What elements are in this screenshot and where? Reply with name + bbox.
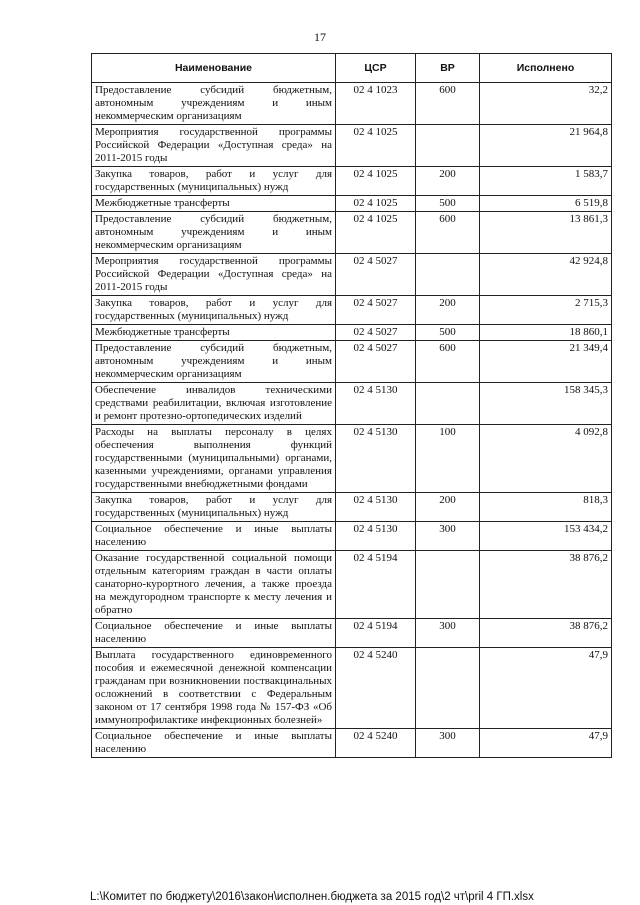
header-executed: Исполнено [480, 54, 612, 83]
table-header-row [92, 54, 612, 83]
row-name-cell: Предоставление субсидий бюджетным, автономным учреждениям и иным некоммерческим организациям [92, 341, 336, 383]
table-row [92, 341, 612, 383]
header-name: Наименование [92, 54, 336, 83]
row-amount-cell: 13 861,3 [480, 212, 612, 254]
row-csr-cell: 02 4 1025 [336, 125, 416, 167]
row-vr-cell: 600 [416, 83, 480, 125]
row-name-cell: Выплата государственного единовременного пособия и ежемесячной денежной компенсации гражданам при возникновении поствакцинальных осложнений в соответствии с Федеральным законом от 17 сентября 1998 года № 157-ФЗ «Об иммунопрофилактике инфекционных болезней» [92, 648, 336, 729]
table-row [92, 296, 612, 325]
row-csr-cell: 02 4 1025 [336, 196, 416, 212]
row-csr-cell: 02 4 5130 [336, 383, 416, 425]
row-amount-cell: 818,3 [480, 493, 612, 522]
row-csr-cell: 02 4 5194 [336, 619, 416, 648]
row-name-cell: Предоставление субсидий бюджетным, автономным учреждениям и иным некоммерческим организациям [92, 212, 336, 254]
row-name-cell: Мероприятия государственной программы Российской Федерации «Доступная среда» на 2011-2015 годы [92, 254, 336, 296]
table-row [92, 551, 612, 619]
row-csr-cell: 02 4 5027 [336, 254, 416, 296]
row-vr-cell: 200 [416, 296, 480, 325]
table-row [92, 383, 612, 425]
table-row [92, 83, 612, 125]
row-name-cell: Закупка товаров, работ и услуг для государственных (муниципальных) нужд [92, 493, 336, 522]
table-row [92, 425, 612, 493]
row-name-cell: Социальное обеспечение и иные выплаты населению [92, 729, 336, 758]
row-vr-cell: 300 [416, 729, 480, 758]
row-csr-cell: 02 4 5027 [336, 341, 416, 383]
table-row [92, 619, 612, 648]
row-name-cell: Оказание государственной социальной помощи отдельным категориям граждан в части оплаты санаторно-курортного лечения, а также проезда на междугородном транспорте к месту лечения и обратно [92, 551, 336, 619]
row-csr-cell: 02 4 1023 [336, 83, 416, 125]
row-vr-cell: 500 [416, 196, 480, 212]
row-csr-cell: 02 4 5027 [336, 296, 416, 325]
row-vr-cell: 500 [416, 325, 480, 341]
row-amount-cell: 18 860,1 [480, 325, 612, 341]
row-amount-cell: 21 349,4 [480, 341, 612, 383]
row-vr-cell: 200 [416, 493, 480, 522]
row-vr-cell [416, 254, 480, 296]
row-vr-cell [416, 551, 480, 619]
row-name-cell: Предоставление субсидий бюджетным, автономным учреждениям и иным некоммерческим организациям [92, 83, 336, 125]
row-name-cell: Закупка товаров, работ и услуг для государственных (муниципальных) нужд [92, 296, 336, 325]
row-amount-cell: 47,9 [480, 729, 612, 758]
row-amount-cell: 32,2 [480, 83, 612, 125]
row-csr-cell: 02 4 5130 [336, 425, 416, 493]
row-csr-cell: 02 4 5027 [336, 325, 416, 341]
row-csr-cell: 02 4 5240 [336, 648, 416, 729]
row-amount-cell: 2 715,3 [480, 296, 612, 325]
row-csr-cell: 02 4 5194 [336, 551, 416, 619]
row-name-cell: Межбюджетные трансферты [92, 325, 336, 341]
row-name-cell: Социальное обеспечение и иные выплаты населению [92, 619, 336, 648]
row-vr-cell: 300 [416, 522, 480, 551]
table-row [92, 125, 612, 167]
row-vr-cell: 600 [416, 212, 480, 254]
row-amount-cell: 21 964,8 [480, 125, 612, 167]
row-name-cell: Мероприятия государственной программы Российской Федерации «Доступная среда» на 2011-2015 годы [92, 125, 336, 167]
budget-execution-table [91, 53, 612, 758]
row-name-cell: Обеспечение инвалидов техническими средствами реабилитации, включая изготовление и ремонт протезно-ортопедических изделий [92, 383, 336, 425]
row-amount-cell: 47,9 [480, 648, 612, 729]
row-vr-cell [416, 648, 480, 729]
table-row [92, 729, 612, 758]
table-row [92, 212, 612, 254]
table-row [92, 196, 612, 212]
row-amount-cell: 38 876,2 [480, 619, 612, 648]
row-csr-cell: 02 4 1025 [336, 167, 416, 196]
row-csr-cell: 02 4 5130 [336, 493, 416, 522]
row-vr-cell: 100 [416, 425, 480, 493]
table-row [92, 325, 612, 341]
file-path-footer: L:\Комитет по бюджету\2016\закон\исполнен.бюджета за 2015 год\2 чт\pril 4 ГП.xlsx [90, 891, 534, 903]
row-vr-cell: 300 [416, 619, 480, 648]
row-amount-cell: 4 092,8 [480, 425, 612, 493]
table-row [92, 493, 612, 522]
row-csr-cell: 02 4 5130 [336, 522, 416, 551]
row-amount-cell: 153 434,2 [480, 522, 612, 551]
row-amount-cell: 158 345,3 [480, 383, 612, 425]
row-vr-cell [416, 125, 480, 167]
row-amount-cell: 6 519,8 [480, 196, 612, 212]
table-row [92, 167, 612, 196]
row-vr-cell [416, 383, 480, 425]
page-number: 17 [314, 30, 326, 44]
table-row [92, 648, 612, 729]
row-amount-cell: 1 583,7 [480, 167, 612, 196]
row-name-cell: Социальное обеспечение и иные выплаты населению [92, 522, 336, 551]
row-name-cell: Межбюджетные трансферты [92, 196, 336, 212]
row-amount-cell: 38 876,2 [480, 551, 612, 619]
header-csr: ЦСР [336, 54, 416, 83]
row-name-cell: Закупка товаров, работ и услуг для государственных (муниципальных) нужд [92, 167, 336, 196]
table-row [92, 254, 612, 296]
row-csr-cell: 02 4 1025 [336, 212, 416, 254]
row-csr-cell: 02 4 5240 [336, 729, 416, 758]
row-vr-cell: 600 [416, 341, 480, 383]
row-amount-cell: 42 924,8 [480, 254, 612, 296]
table-row [92, 522, 612, 551]
row-vr-cell: 200 [416, 167, 480, 196]
row-name-cell: Расходы на выплаты персоналу в целях обеспечения выполнения функций государственными (муниципальными) органами, казенными учреждениями, органами управления государственными внебюджетными фондами [92, 425, 336, 493]
header-vr: ВР [416, 54, 480, 83]
